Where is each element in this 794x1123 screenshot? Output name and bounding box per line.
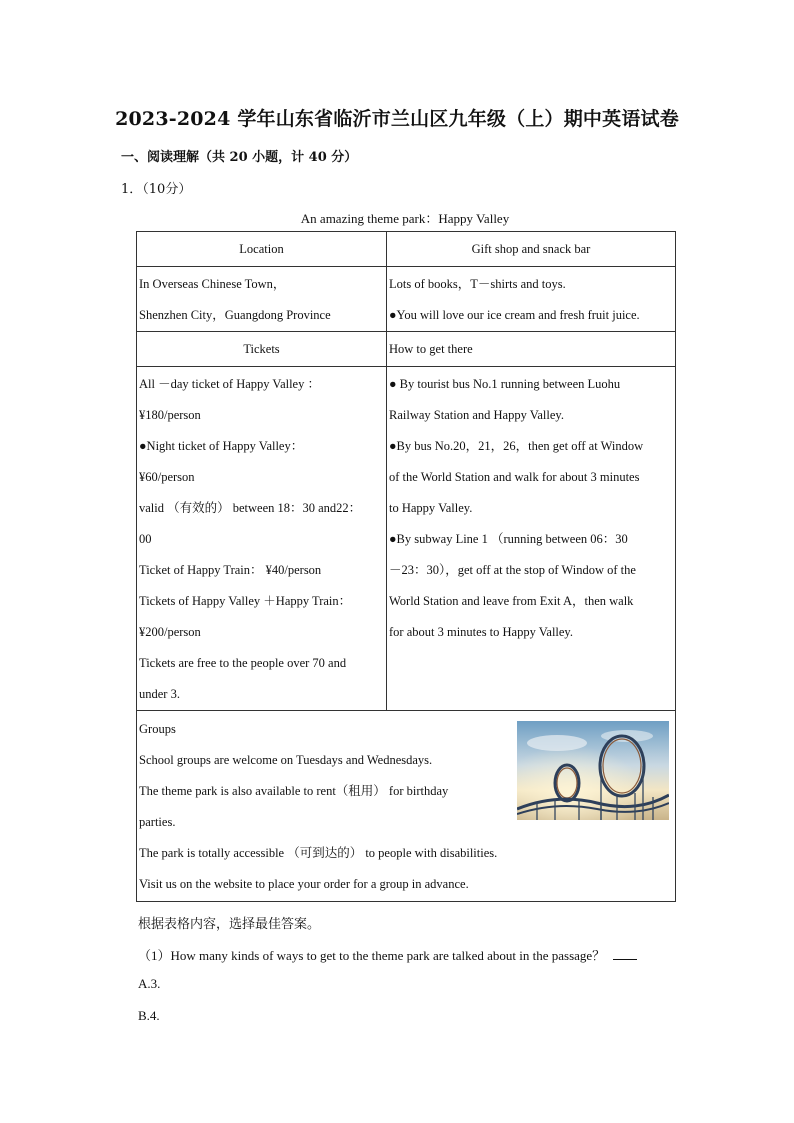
gift-cell [387, 267, 676, 332]
direction-line: ● By tourist bus No.1 running between Luohu [389, 377, 621, 391]
location-header: Location [137, 232, 387, 267]
ticket-line: under 3. [139, 687, 180, 701]
groups-line: School groups are welcome on Tuesdays and Wednesdays. [139, 753, 433, 767]
groups-line: Groups [139, 722, 176, 736]
answer-blank [613, 959, 637, 960]
direction-line: ●By subway Line 1 （running between 06：30 [389, 532, 628, 546]
groups-line: parties. [139, 815, 176, 829]
info-table [136, 231, 676, 902]
tickets-cell [137, 367, 387, 711]
table-row [137, 711, 676, 902]
location-line: Shenzhen City，Guangdong Province [139, 308, 331, 322]
directions-header: How to get there [387, 332, 676, 367]
direction-line: to Happy Valley. [389, 501, 473, 515]
tickets-header: Tickets [137, 332, 387, 367]
table-row [137, 367, 676, 711]
ticket-line: Ticket of Happy Train： ¥40/person [139, 563, 322, 577]
roller-coaster-image [517, 721, 669, 820]
sub-question [138, 945, 637, 964]
ticket-line: Tickets of Happy Valley ＋Happy Train： [139, 594, 352, 608]
directions-cell [387, 367, 676, 711]
groups-line: The park is totally accessible （可到达的） to people with disabilities. [139, 846, 498, 860]
section-heading: 一、阅读理解（共 20 小题，计 40 分） [121, 150, 358, 165]
direction-line: World Station and leave from Exit A，then walk [389, 594, 634, 608]
direction-line: －23：30），get off at the stop of Window of the [389, 563, 636, 577]
ticket-line: ¥180/person [139, 408, 201, 422]
direction-line: for about 3 minutes to Happy Valley. [389, 625, 573, 639]
location-line: In Overseas Chinese Town， [139, 277, 286, 291]
gift-line: ●You will love our ice cream and fresh fruit juice. [389, 308, 640, 322]
option-a: A.3. [138, 976, 161, 991]
groups-line: The theme park is also available to rent（租用） for birthday [139, 784, 449, 798]
gift-line: Lots of books，T－shirts and toys. [389, 277, 566, 291]
table-row [137, 267, 676, 332]
ticket-line: ¥200/person [139, 625, 201, 639]
ticket-line: Tickets are free to the people over 70 and [139, 656, 347, 670]
ticket-line: ¥60/person [139, 470, 195, 484]
direction-line: ●By bus No.20，21，26，then get off at Window [389, 439, 644, 453]
groups-cell [137, 711, 676, 902]
gift-header: Gift shop and snack bar [387, 232, 676, 267]
instruction-text: 根据表格内容，选择最佳答案。 [138, 916, 321, 931]
direction-line: of the World Station and walk for about 3 minutes [389, 470, 640, 484]
page-title: 2023-2024 学年山东省临沂市兰山区九年级（上）期中英语试卷 [115, 108, 679, 130]
table-caption: An amazing theme park：Happy Valley [300, 211, 510, 226]
ticket-line: valid （有效的） between 18：30 and22： [139, 501, 362, 515]
table-row [137, 332, 676, 367]
groups-line: Visit us on the website to place your order for a group in advance. [139, 877, 469, 891]
ticket-line: All －day ticket of Happy Valley ： [139, 377, 320, 391]
location-cell [137, 267, 387, 332]
direction-line: Railway Station and Happy Valley. [389, 408, 564, 422]
ticket-line: 00 [139, 532, 152, 546]
question-number: 1．（10分） [121, 182, 192, 197]
table-row [137, 232, 676, 267]
ticket-line: ●Night ticket of Happy Valley： [139, 439, 304, 453]
sub-question-text: （1）How many kinds of ways to get to the theme park are talked about in the passage？ [138, 948, 606, 963]
option-b: B.4. [138, 1008, 160, 1023]
